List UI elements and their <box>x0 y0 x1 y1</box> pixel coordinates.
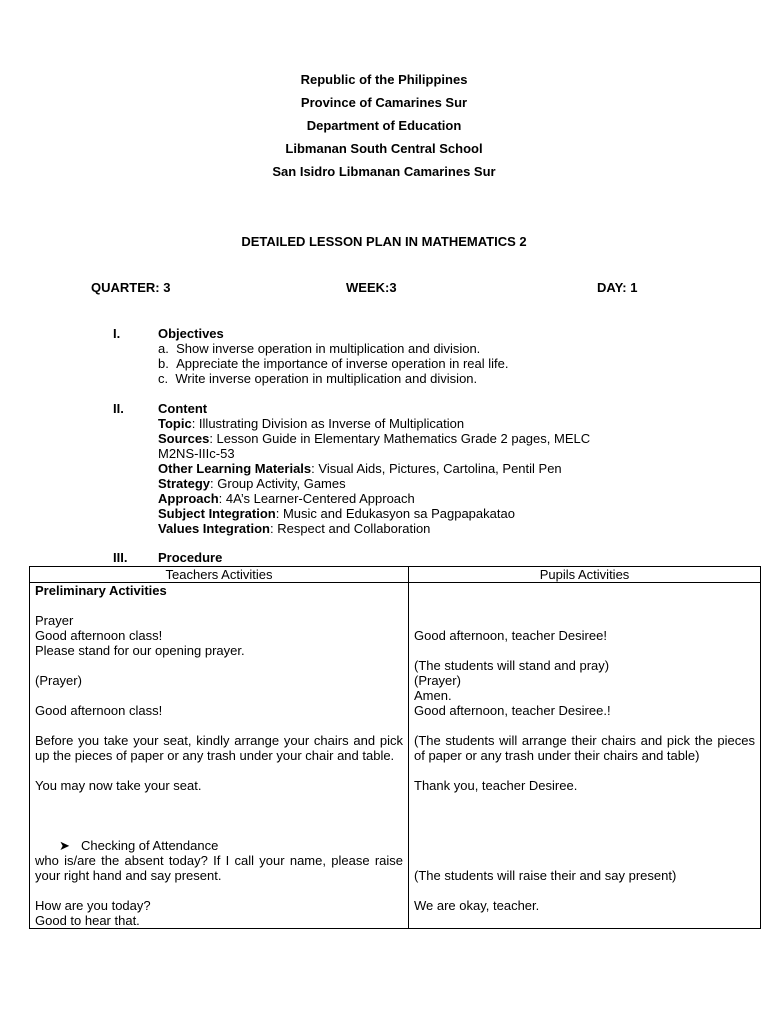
teacher-prayer: Prayer <box>35 613 74 628</box>
pupil-greet-2: Good afternoon, teacher Desiree.! <box>414 703 611 718</box>
values-value: : Respect and Collaboration <box>269 521 431 536</box>
objective-c: c. Write inverse operation in multiplication and division. <box>158 371 478 386</box>
pupil-okay: We are okay, teacher. <box>414 898 540 913</box>
table-row <box>30 583 761 929</box>
teacher-stand: Please stand for our opening prayer. <box>35 643 245 658</box>
teacher-seat: You may now take your seat. <box>35 778 202 793</box>
objective-a: a. Show inverse operation in multiplication and division. <box>158 341 481 356</box>
table-header-row <box>30 567 761 583</box>
teacher-absent: who is/are the absent today? If I call your name, please raise your right hand and say present. <box>35 853 403 883</box>
pupil-present: (The students will raise their and say present) <box>414 868 677 883</box>
week-label: WEEK:3 <box>346 280 397 295</box>
section-2-number: II. <box>113 401 124 416</box>
attendance-label: Checking of Attendance <box>81 838 219 853</box>
pupil-arrange: (The students will arrange their chairs and pick the pieces of paper or any trash under their chairs and table) <box>414 733 755 763</box>
quarter-label: QUARTER: 3 <box>91 280 171 295</box>
procedure-heading: Procedure <box>158 550 223 565</box>
teacher-good: Good to hear that. <box>35 913 140 928</box>
content-heading: Content <box>158 401 208 416</box>
pupil-amen: Amen. <box>414 688 452 703</box>
approach-key: Approach <box>158 491 219 506</box>
objectives-heading: Objectives <box>158 326 224 341</box>
strategy-key: Strategy <box>158 476 211 491</box>
sources-key: Sources <box>158 431 210 446</box>
teacher-prayer-2: (Prayer) <box>35 673 82 688</box>
procedure-block <box>158 550 222 565</box>
subject-value: : Music and Edukasyon sa Pagpapakatao <box>275 506 515 521</box>
content-sources-code: M2NS-IIIc-53 <box>158 446 235 461</box>
sources-value: : Lesson Guide in Elementary Mathematics Grade 2 pages, MELC <box>209 431 591 446</box>
attendance-item <box>35 838 403 853</box>
content-subject <box>158 506 590 521</box>
teacher-cell <box>30 583 409 929</box>
pupil-cell <box>409 583 761 929</box>
strategy-value: : Group Activity, Games <box>210 476 346 491</box>
content-topic <box>158 416 590 431</box>
section-1-number: I. <box>113 326 121 341</box>
content-block <box>158 401 590 536</box>
topic-key: Topic <box>158 416 192 431</box>
header-address: San Isidro Libmanan Camarines Sur <box>272 164 496 179</box>
teacher-how: How are you today? <box>35 898 151 913</box>
values-key: Values Integration <box>158 521 270 536</box>
procedure-table <box>29 566 761 929</box>
content-sources <box>158 431 590 446</box>
header-department: Department of Education <box>306 118 462 133</box>
topic-value: : Illustrating Division as Inverse of Multiplication <box>191 416 465 431</box>
pupil-prayer: (Prayer) <box>414 673 461 688</box>
teacher-greet-2: Good afternoon class! <box>35 703 163 718</box>
content-strategy <box>158 476 590 491</box>
approach-value: : 4A’s Learner-Centered Approach <box>218 491 415 506</box>
content-materials <box>158 461 590 476</box>
objectives-block <box>158 326 508 386</box>
pupil-thanks: Thank you, teacher Desiree. <box>414 778 578 793</box>
pupil-stand: (The students will stand and pray) <box>414 658 610 673</box>
content-approach <box>158 491 590 506</box>
pupils-activities-header: Pupils Activities <box>409 567 761 583</box>
preliminary-heading: Preliminary Activities <box>35 583 167 598</box>
arrow-bullet-icon: ➤ <box>59 838 70 853</box>
section-3-number: III. <box>113 550 128 565</box>
teacher-arrange: Before you take your seat, kindly arrange your chairs and pick up the pieces of paper or any trash under your chair and table. <box>35 733 403 763</box>
document-title: DETAILED LESSON PLAN IN MATHEMATICS 2 <box>241 234 527 249</box>
materials-key: Other Learning Materials <box>158 461 312 476</box>
pupil-greet-1: Good afternoon, teacher Desiree! <box>414 628 607 643</box>
day-label: DAY: 1 <box>597 280 638 295</box>
objective-b: b. Appreciate the importance of inverse operation in real life. <box>158 356 509 371</box>
subject-key: Subject Integration <box>158 506 276 521</box>
objectives-list <box>158 341 508 386</box>
header-school: Libmanan South Central School <box>285 141 483 156</box>
content-values <box>158 521 590 536</box>
materials-value: : Visual Aids, Pictures, Cartolina, Pentil Pen <box>311 461 562 476</box>
header-province: Province of Camarines Sur <box>300 95 468 110</box>
header-republic: Republic of the Philippines <box>300 72 468 87</box>
teacher-greet-1: Good afternoon class! <box>35 628 163 643</box>
teachers-activities-header: Teachers Activities <box>30 567 409 583</box>
